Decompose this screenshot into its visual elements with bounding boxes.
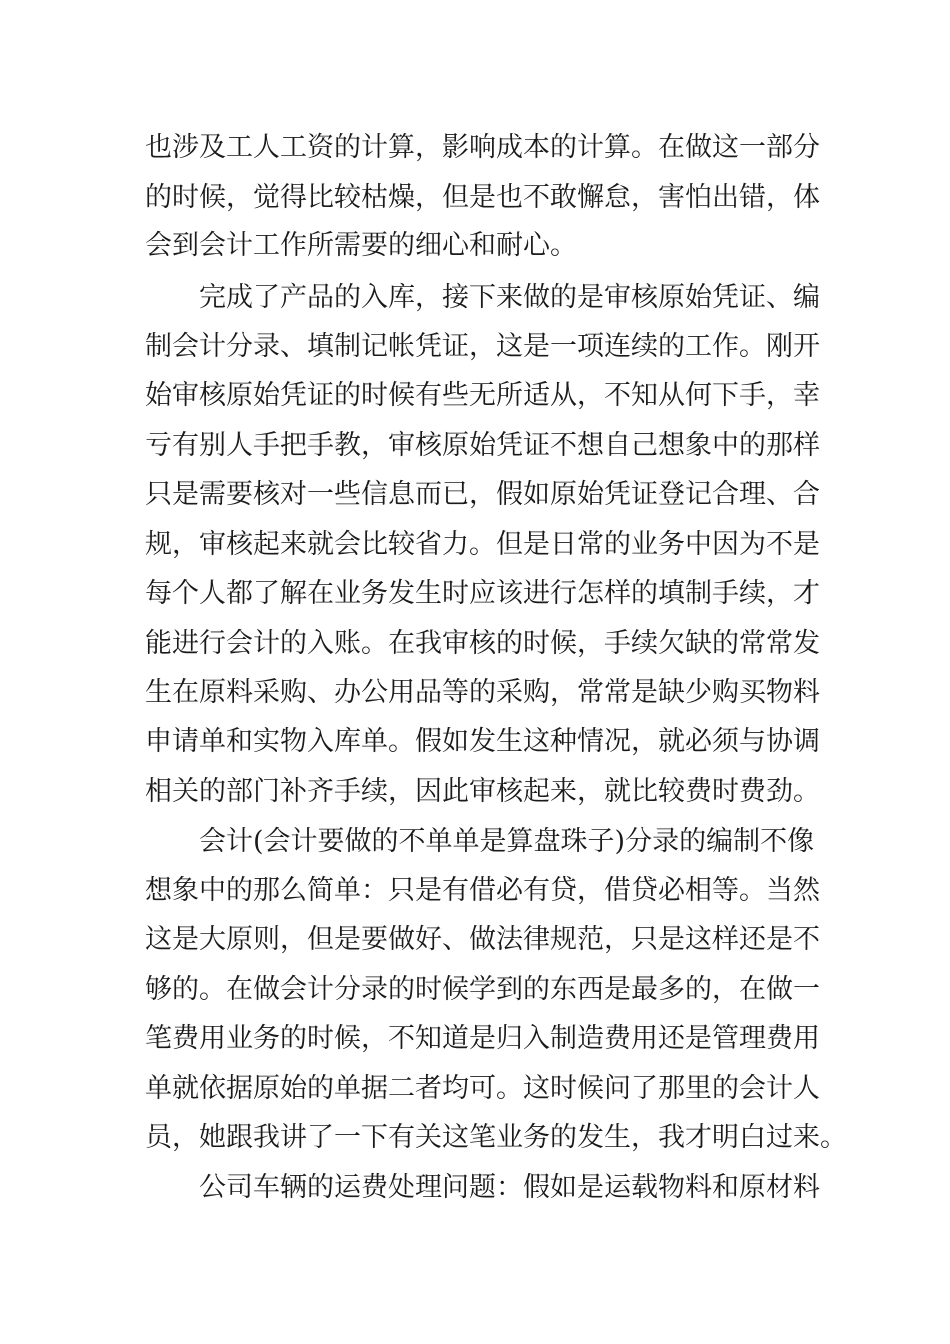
text-line: 亏有别人手把手教，审核原始凭证不想自己想象中的那样 [145, 430, 820, 461]
text-line: 员，她跟我讲了一下有关这笔业务的发生，我才明白过来。 [145, 1122, 847, 1153]
text-line: 这是大原则，但是要做好、做法律规范，只是这样还是不 [145, 924, 820, 955]
text-line: 始审核原始凭证的时候有些无所适从，不知从何下手，幸 [145, 380, 820, 411]
text-line: 能进行会计的入账。在我审核的时候，手续欠缺的常常发 [145, 628, 820, 659]
text-line: 公司车辆的运费处理问题：假如是运载物料和原材料 [199, 1172, 820, 1203]
text-line: 想象中的那么简单：只是有借必有贷，借贷必相等。当然 [145, 875, 820, 906]
text-line: 只是需要核对一些信息而已，假如原始凭证登记合理、合 [145, 479, 820, 510]
text-line: 笔费用业务的时候，不知道是归入制造费用还是管理费用 [145, 1023, 820, 1054]
text-line: 生在原料采购、办公用品等的采购，常常是缺少购买物料 [145, 677, 820, 708]
text-line: 也涉及工人工资的计算，影响成本的计算。在做这一部分 [145, 132, 820, 163]
text-line: 够的。在做会计分录的时候学到的东西是最多的，在做一 [145, 974, 820, 1005]
text-line: 单就依据原始的单据二者均可。这时候问了那里的会计人 [145, 1073, 820, 1104]
text-line: 的时候，觉得比较枯燥，但是也不敢懈怠，害怕出错，体 [145, 182, 820, 213]
text-line: 每个人都了解在业务发生时应该进行怎样的填制手续，才 [145, 578, 820, 609]
text-line: 申请单和实物入库单。假如发生这种情况，就必须与协调 [145, 726, 820, 757]
text-line: 规，审核起来就会比较省力。但是日常的业务中因为不是 [145, 529, 820, 560]
text-line: 会到会计工作所需要的细心和耐心。 [145, 230, 577, 261]
text-line: 制会计分录、填制记帐凭证，这是一项连续的工作。刚开 [145, 331, 820, 362]
text-line: 完成了产品的入库，接下来做的是审核原始凭证、编 [199, 282, 820, 313]
text-line: 会计(会计要做的不单单是算盘珠子)分录的编制不像 [199, 826, 815, 857]
text-line: 相关的部门补齐手续，因此审核起来，就比较费时费劲。 [145, 776, 820, 807]
